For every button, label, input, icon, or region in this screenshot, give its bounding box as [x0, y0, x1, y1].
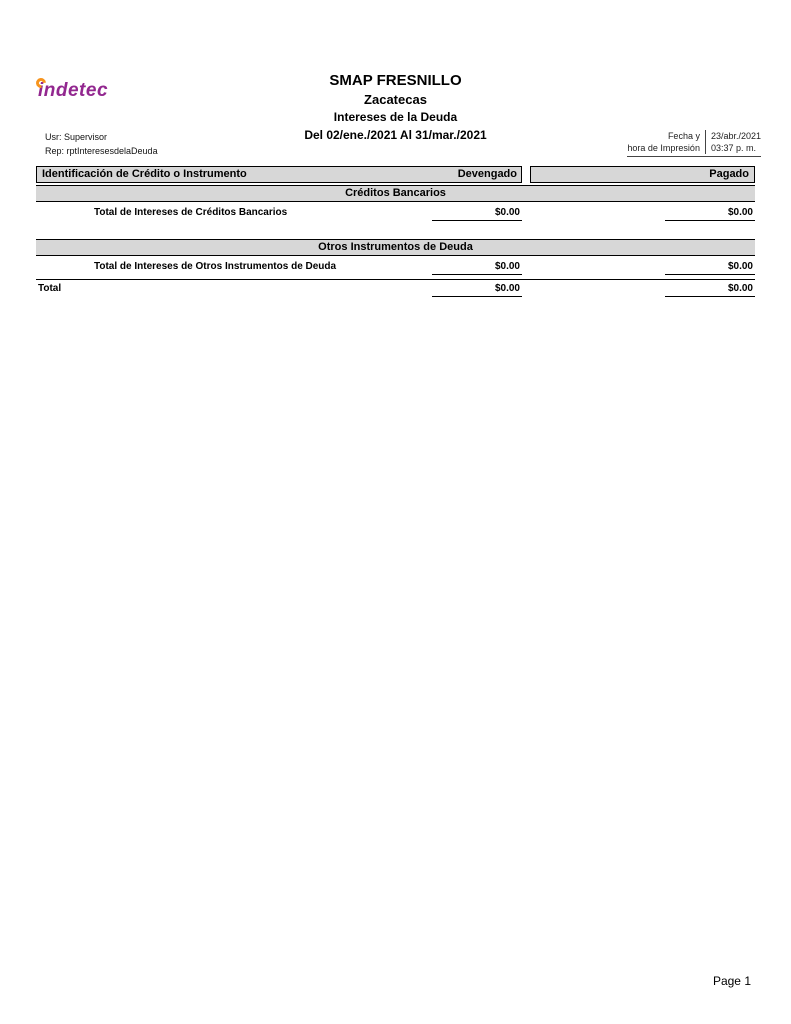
row-devengado-value: $0.00: [432, 207, 522, 221]
org-title: SMAP FRESNILLO: [329, 72, 462, 89]
row-pagado-value: $0.00: [665, 261, 755, 275]
total-divider-line: [36, 279, 755, 280]
report-table: [36, 166, 755, 297]
print-date: 23/abr./2021: [710, 131, 761, 141]
meta-left: [45, 130, 158, 158]
row-label: Total de Intereses de Otros Instrumentos de Deuda: [94, 261, 337, 272]
section-title-creditos-bancarios: Créditos Bancarios: [36, 185, 755, 202]
total-devengado-value: $0.00: [432, 283, 522, 297]
print-label-line1: Fecha y: [667, 131, 700, 141]
table-row: [36, 207, 755, 221]
logo-text: indetec: [38, 80, 109, 101]
section-title-otros-instrumentos: Otros Instrumentos de Deuda: [36, 239, 755, 256]
total-label: Total: [38, 283, 62, 294]
print-label-line2: hora de Impresión: [627, 143, 700, 153]
page-number: Page 1: [712, 974, 751, 988]
print-time: 03:37 p. m.: [710, 143, 756, 153]
table-header-row: [36, 166, 755, 183]
table-row: [36, 261, 755, 275]
print-info-labels: [627, 130, 706, 154]
col-header-devengado: Devengado: [457, 168, 517, 180]
report-date-range: Del 02/ene./2021 Al 31/mar./2021: [304, 128, 487, 142]
report-id-label: Rep: rptInteresesdelaDeuda: [45, 146, 158, 156]
total-pagado-value: $0.00: [665, 283, 755, 297]
col-header-pagado: Pagado: [530, 166, 755, 183]
table-header-left-box: [36, 166, 522, 183]
row-devengado-value: $0.00: [432, 261, 522, 275]
report-name: Intereses de la Deuda: [333, 110, 458, 124]
user-label: Usr: Supervisor: [45, 132, 108, 142]
org-subtitle: Zacatecas: [364, 92, 427, 107]
row-pagado-value: $0.00: [665, 207, 755, 221]
total-row: [36, 283, 755, 297]
print-info: [627, 130, 761, 157]
col-header-instrument: Identificación de Crédito o Instrumento: [42, 168, 247, 180]
row-label: Total de Intereses de Créditos Bancarios: [94, 207, 288, 218]
print-info-values: [706, 130, 761, 154]
section-spacer: [36, 221, 755, 237]
